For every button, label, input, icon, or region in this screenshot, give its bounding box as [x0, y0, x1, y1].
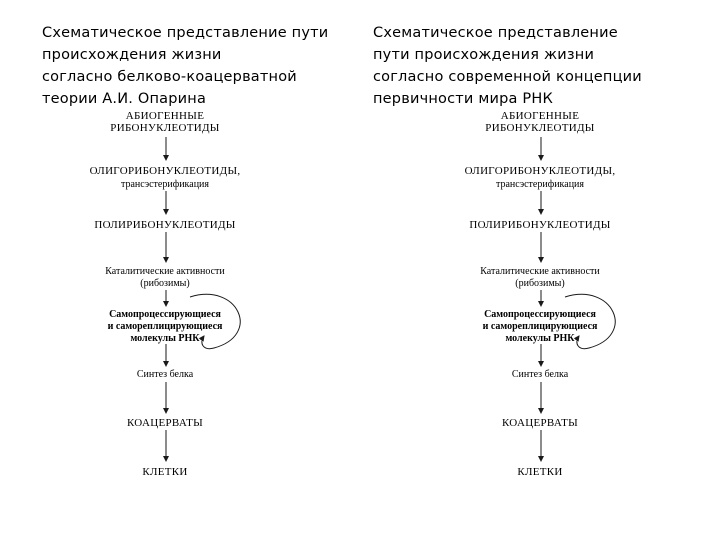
step-label: КОАЦЕРВАТЫ [501, 417, 579, 429]
step-coacervates [502, 417, 578, 429]
step-abiogenic-ribonucleotides [485, 110, 594, 134]
step-oligoribonucleotides [90, 164, 241, 191]
step-protein-synthesis [512, 369, 568, 381]
step-catalytic-activity [105, 266, 224, 290]
step-catalytic-activity [480, 266, 599, 290]
step-self-processing-rna [483, 309, 598, 345]
step-label: РИБОНУКЛЕОТИДЫ [485, 122, 595, 134]
step-coacervates [127, 417, 203, 429]
step-label: АБИОГЕННЫЕ [500, 110, 580, 122]
step-label: Самопроцессирующиеся [484, 309, 596, 320]
step-label: (рибозимы) [515, 278, 565, 289]
step-label: КЛЕТКИ [517, 466, 563, 478]
step-label: Каталитические активности [480, 266, 600, 277]
step-self-processing-rna [108, 309, 223, 345]
step-label: АБИОГЕННЫЕ [125, 110, 205, 122]
step-label: КЛЕТКИ [142, 466, 188, 478]
step-label: и самореплицирующиеся [107, 321, 223, 332]
step-oligoribonucleotides [465, 164, 616, 191]
step-abiogenic-ribonucleotides [110, 110, 219, 134]
step-label: ОЛИГОРИБОНУКЛЕОТИДЫ, [464, 165, 616, 177]
step-polyribonucleotides [94, 219, 235, 231]
step-label: и самореплицирующиеся [482, 321, 598, 332]
step-protein-synthesis [137, 369, 193, 381]
step-label: (рибозимы) [140, 278, 190, 289]
step-cells [517, 466, 562, 478]
step-sublabel: трансэстерификация [120, 179, 209, 190]
step-label: ПОЛИРИБОНУКЛЕОТИДЫ [94, 219, 236, 231]
step-label: ОЛИГОРИБОНУКЛЕОТИДЫ, [89, 165, 241, 177]
step-label: КОАЦЕРВАТЫ [126, 417, 204, 429]
step-label: РИБОНУКЛЕОТИДЫ [110, 122, 220, 134]
step-label: молекулы РНК [130, 333, 200, 344]
step-label: Самопроцессирующиеся [109, 309, 221, 320]
right-heading: Схематическое представление пути происхождения жизни согласно современной концепции первичности мира РНК [373, 25, 642, 107]
step-label: Синтез белка [511, 369, 569, 380]
step-polyribonucleotides [469, 219, 610, 231]
step-label: ПОЛИРИБОНУКЛЕОТИДЫ [469, 219, 611, 231]
step-label: молекулы РНК [505, 333, 575, 344]
step-label: Синтез белка [136, 369, 194, 380]
step-label: Каталитические активности [105, 266, 225, 277]
left-heading: Схематическое представление пути происхождения жизни согласно белково-коацерватной теории А.И. Опарина [42, 25, 329, 107]
step-sublabel: трансэстерификация [495, 179, 584, 190]
step-cells [142, 466, 187, 478]
